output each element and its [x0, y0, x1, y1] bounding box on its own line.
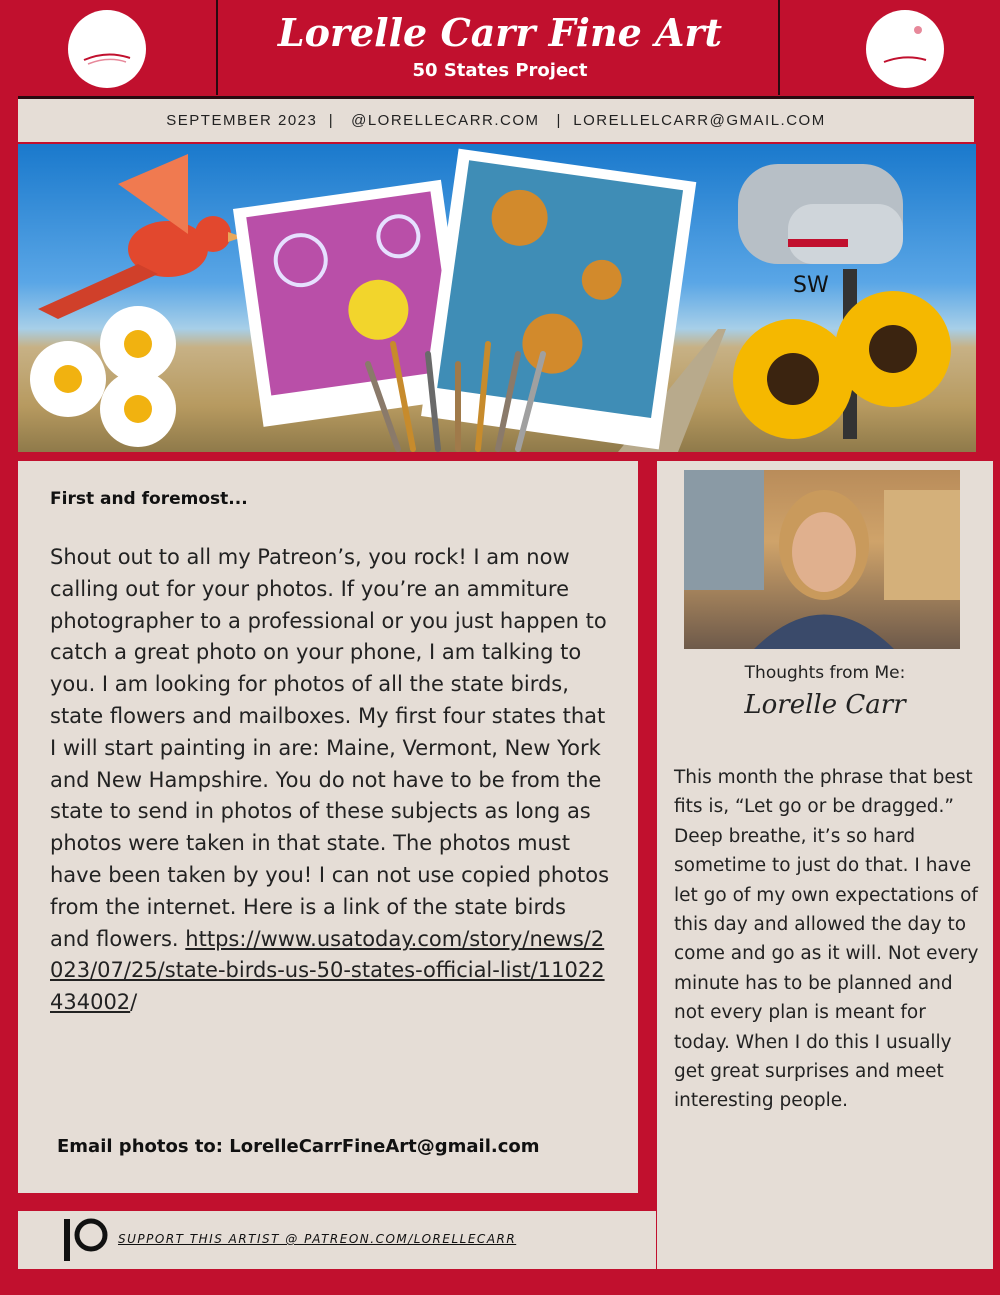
patreon-icon[interactable]	[62, 1217, 110, 1263]
info-bar	[18, 96, 974, 142]
right-logo	[866, 10, 944, 88]
info-bar-text: SEPTEMBER 2023 | @LORELLECARR.COM | LORELLELCARR@GMAIL.COM	[166, 112, 826, 129]
article-body	[50, 542, 610, 1019]
sidebar-text: This month the phrase that best fits is, “Let go or be dragged.” Deep breathe, it’s so hard sometime to just do that. I have let go of my own expectations of this day and allowed the day to come and go as it will. Not every minute has to be planned and not every plan is meant for today. When I do this I usually get great surprises and meet interesting people.	[674, 767, 979, 1112]
signature: Lorelle Carr	[744, 690, 906, 720]
mailbox-initials: SW	[793, 273, 829, 298]
daisy-icon	[30, 306, 176, 447]
left-logo	[68, 10, 146, 88]
page-title: Lorelle Carr Fine Art	[277, 10, 723, 55]
link-suffix: /	[130, 990, 138, 1015]
header	[0, 0, 1000, 95]
banner-illustration	[18, 144, 976, 452]
sunflower-icon	[733, 291, 951, 439]
article-heading: First and foremost...	[50, 489, 248, 509]
thoughts-label: Thoughts from Me:	[744, 663, 906, 683]
email-line: Email photos to: LorelleCarrFineArt@gmail.com	[57, 1136, 540, 1157]
cardinal-icon	[38, 154, 243, 319]
page-subtitle: 50 States Project	[412, 60, 588, 81]
support-link[interactable]: SUPPORT THIS ARTIST @ PATREON.COM/LORELLECARR	[118, 1232, 517, 1246]
author-photo	[684, 470, 960, 649]
banner-image	[18, 144, 976, 452]
article-text: Shout out to all my Patreon’s, you rock! I am now calling out for your photos. If you’re an ammiture photographer to a professional or you just happen to catch a great photo on your phone, I am talking to you. I am looking for photos of all the state birds, state flowers and mailboxes. My first four states that I will start painting in are: Maine, Vermont, New York and New Hampshire. You do not have to be from the state to send in photos of these subjects as long as photos were taken in that state. The photos must have been taken by you! I can not use copied photos from the internet. Here is a link of the state birds and flowers.	[50, 545, 610, 951]
state-birds-link[interactable]: https://www.usatoday.com/story/news/2023/07/25/state-birds-us-50-states-official-list/11022434002	[50, 926, 605, 1015]
painting-photo-2	[421, 149, 696, 450]
